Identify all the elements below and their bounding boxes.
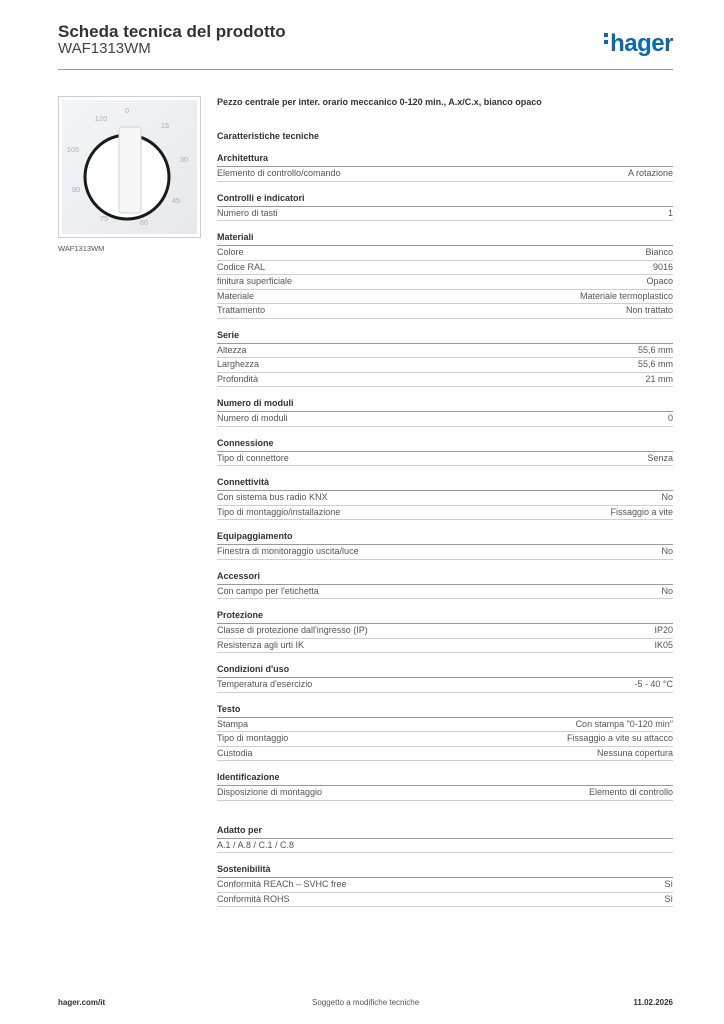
spec-value: No [661,546,673,556]
spec-label: Finestra di monitoraggio uscita/luce [217,546,359,556]
spec-row [217,624,673,639]
spec-section [217,570,673,600]
spec-section [217,771,673,801]
spec-row [217,786,673,801]
spec-label: Codice RAL [217,261,266,272]
spec-label: finitura superficiale [217,276,293,286]
spec-label: Resistenza agli urti IK [217,639,305,650]
dial-label: 60 [139,218,149,227]
spec-label: Temperatura d'esercizio [217,679,313,689]
spec-row [217,207,673,222]
section-title: Materiali [217,231,673,246]
dial-label: 30 [179,155,189,164]
header [58,20,673,70]
spec-content [217,95,673,917]
spec-value: No [661,585,673,596]
spec-row [217,261,673,276]
section-title: Connettività [217,476,673,491]
section-title: Equipaggiamento [217,530,673,545]
spec-value: Sì [664,879,673,889]
spec-value: 1 [667,207,673,218]
spec-label: Tipo di montaggio [217,733,289,743]
spec-row [217,167,673,182]
spec-label: Tipo di montaggio/installazione [217,506,341,517]
spec-row [217,358,673,373]
section-title: Protezione [217,609,673,624]
spec-value: IK05 [654,639,673,650]
section-title: Numero di moduli [217,397,673,412]
spec-row [217,412,673,427]
spec-value: 0 [667,413,673,423]
spec-value: Elemento di controllo [588,787,673,797]
section-title: Accessori [217,570,673,585]
dial-label: 45 [171,196,181,205]
spec-row [217,545,673,560]
spec-value: Opaco [646,276,673,286]
product-description: Pezzo centrale per inter. orario meccanico 0-120 min., A.x/C.x, bianco opaco [217,97,542,107]
spec-label: Con campo per l'etichetta [217,585,319,596]
spec-section [217,397,673,427]
dial-label: 15 [160,121,170,130]
spec-label: Tipo di connettore [217,452,289,463]
spec-section-adatto [217,824,673,854]
spec-row [217,275,673,290]
footer-website: hager.com/it [58,998,106,1007]
spec-row [217,678,673,693]
spec-section [217,530,673,560]
sustainability-rows [217,878,673,907]
spec-label: Numero di tasti [217,207,278,218]
spec-row [217,452,673,467]
section-title: Controlli e indicatori [217,192,673,207]
section-title: Adatto per [217,824,673,839]
spec-row [217,373,673,388]
spec-label: Trattamento [217,305,266,315]
spec-label: Profondità [217,373,259,384]
spec-label: Disposizione di montaggio [217,787,323,797]
spec-label: Conformità ROHS [217,893,290,904]
spec-value: Sì [664,893,673,904]
spec-sections [217,152,673,801]
dial-label: 90 [71,185,81,194]
spec-value: 55,6 mm [637,359,673,369]
spec-value: 55,6 mm [637,344,673,355]
spec-section [217,152,673,182]
spec-label: A.1 / A.8 / C.1 / C.8 [217,839,295,850]
spec-value: Materiale termoplastico [579,290,673,301]
spec-label: Custodia [217,747,253,758]
spec-row [217,290,673,305]
footer-note: Soggetto a modifiche tecniche [312,998,420,1007]
dial-label: 75 [99,214,109,223]
spec-section [217,703,673,762]
section-title: Serie [217,329,673,344]
spec-label: Colore [217,247,244,257]
spec-row [217,718,673,733]
spec-section [217,231,673,319]
spec-row [217,878,673,893]
spec-row [217,304,673,319]
spec-row [217,344,673,359]
spec-label: Altezza [217,344,247,355]
spec-label: Conformità REACh – SVHC free [217,879,347,889]
spec-row [217,639,673,654]
spacer [217,811,673,824]
spec-row [217,893,673,908]
spec-value: No [661,492,673,502]
spec-label: Elemento di controllo/comando [217,168,341,178]
spec-section [217,663,673,693]
spec-value: IP20 [654,625,673,635]
product-image [58,96,201,238]
section-title: Connessione [217,437,673,452]
spec-row [217,491,673,506]
spec-row [217,747,673,762]
spec-section [217,609,673,653]
spec-row [217,506,673,521]
spec-value: Nessuna copertura [596,747,673,758]
timer-dial-illustration [59,97,200,237]
spec-value: Bianco [645,247,673,257]
spec-value: 9016 [652,261,673,272]
logo-text: hager [610,30,673,57]
footer-date: 11.02.2026 [633,998,673,1007]
spec-value: Con stampa "0-120 min" [575,718,673,729]
page-title: Scheda tecnica del prodotto [58,22,286,41]
spec-section [217,437,673,467]
spec-section [217,329,673,388]
dial-label: 105 [66,145,80,154]
hager-logo [604,30,673,58]
knob-grip [119,127,141,213]
spec-label: Numero di moduli [217,413,288,423]
spec-label: Larghezza [217,359,260,369]
section-title: Condizioni d'uso [217,663,673,678]
spec-value: Fissaggio a vite [610,506,673,517]
characteristics-title: Caratteristiche tecniche [217,131,320,141]
dial-label: 0 [124,106,130,115]
spec-section [217,476,673,520]
section-title: Testo [217,703,673,718]
spec-value: Senza [647,452,673,463]
spec-value: Fissaggio a vite su attacco [566,733,673,743]
spec-value: Non trattato [625,305,673,315]
section-title: Identificazione [217,771,673,786]
spec-label: Classe di protezione dall'ingresso (IP) [217,625,368,635]
spec-value: 21 mm [645,373,673,384]
spec-row [217,585,673,600]
spec-label: Stampa [217,718,249,729]
spec-row [217,246,673,261]
product-code: WAF1313WM [58,40,151,57]
spec-section [217,192,673,222]
dial-label: 120 [94,114,108,123]
spec-label: Materiale [217,290,255,301]
spec-row [217,839,673,854]
spec-value: A rotazione [627,168,673,178]
logo-dots-icon [604,33,609,47]
spec-row [217,732,673,747]
image-caption: WAF1313WM [58,244,105,253]
section-title: Sostenibilità [217,863,673,878]
spec-value: -5 - 40 °C [634,679,673,689]
section-title: Architettura [217,152,673,167]
spec-section-sostenibilita [217,863,673,907]
spec-label: Con sistema bus radio KNX [217,492,328,502]
